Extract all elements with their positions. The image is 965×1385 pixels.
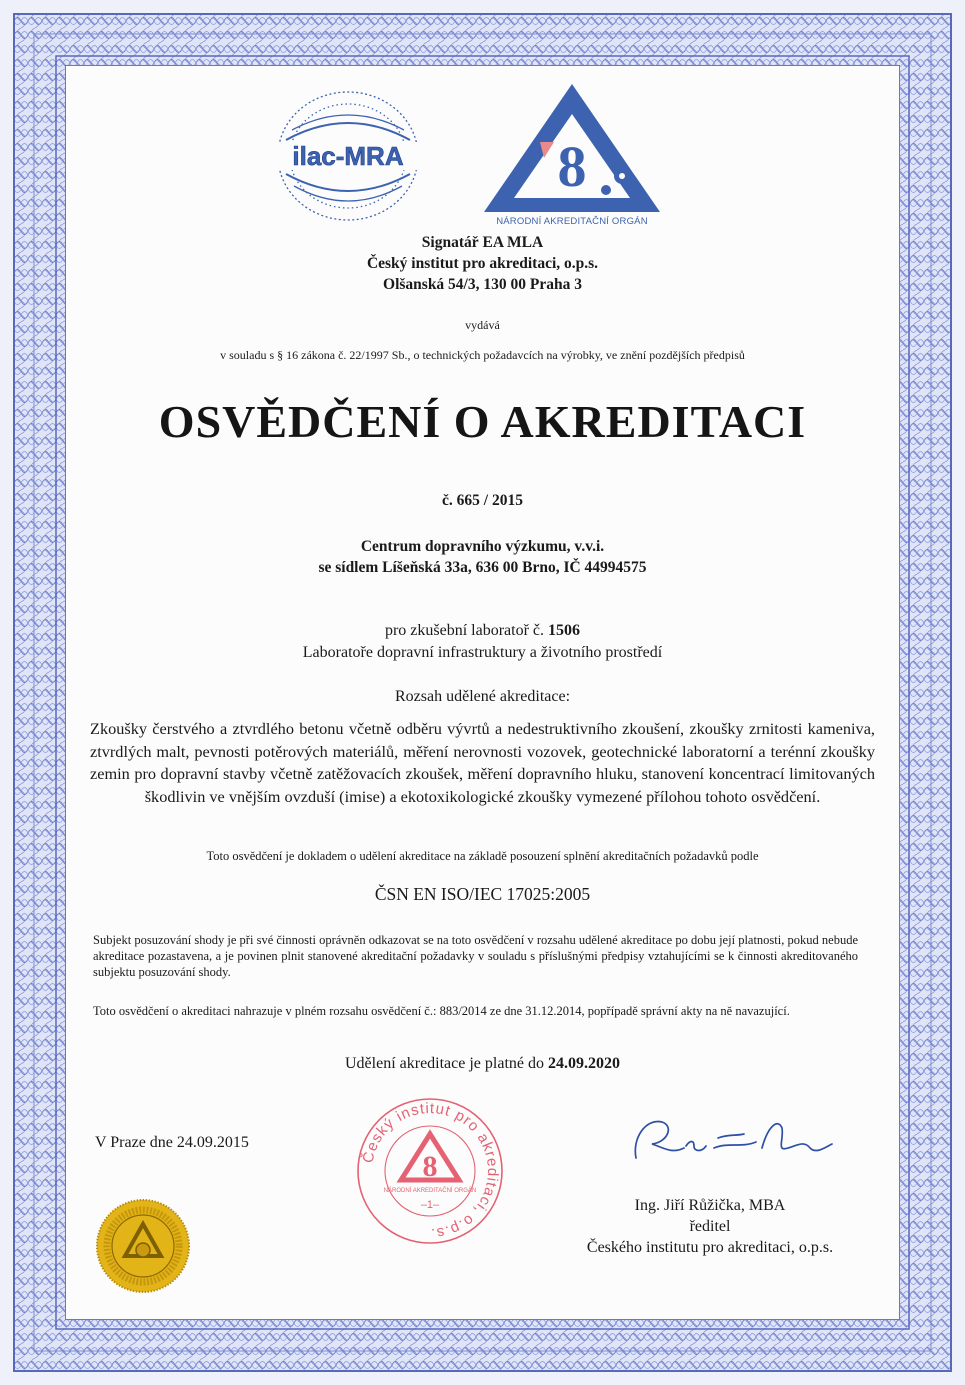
entitlement-paragraph: Subjekt posuzování shody je při své činnosti oprávněn odkazovat se na toto osvědčení v rozsahu udělené akreditace po dobu její platnosti, pokud nebude akreditace pozastavena, a je povinen plnit stanovené akreditační požadavky v souladu s příslušnými předpisy vztahujícími se k činnosti akreditovaného subjektu posuzování shody.	[93, 933, 858, 979]
validity-date: 24.09.2020	[548, 1055, 620, 1072]
scope-heading: Rozsah udělené akreditace:	[394, 688, 571, 705]
validity-line	[0, 1055, 965, 1073]
lab-prefix: pro zkušební laboratoř č.	[384, 622, 545, 639]
nao-logo	[480, 80, 665, 230]
ilac-mra-logo	[272, 86, 424, 226]
handwritten-signature	[628, 1108, 838, 1168]
lab-name: Laboratoře dopravní infrastruktury a životního prostředí	[302, 644, 663, 661]
issuer-line-2: Český institut pro akreditaci, o.p.s.	[366, 255, 599, 272]
scope-text: Zkoušky čerstvého a ztvrdlého betonu včetně odběru vývrtů a nedestruktivního zkoušení, zkoušky zrnitosti kameniva, ztvrdlých malt, pevnosti potěrových materiálů, měření nerovnosti vozovek, geotechnické laboratorní a terénní zkoušky zemin pro dopravní stavby včetně zatěžovacích zkoušek, měření dopravního hluku, stanovení koncentrací limitovaných škodlivin ve vnějším ovzduší (imise) a ekotoxikologické zkoušky vymezené přílohou tohoto osvědčení.	[90, 719, 875, 806]
place-and-date: V Praze dne 24.09.2015	[95, 1134, 249, 1151]
holder-name: Centrum dopravního výzkumu, v.v.i.	[360, 538, 605, 555]
official-stamp	[355, 1096, 505, 1246]
certificate-number: č. 665 / 2015	[442, 492, 523, 509]
lab-line	[0, 622, 965, 640]
gold-seal	[95, 1198, 191, 1294]
svg-text:8: 8	[557, 134, 587, 199]
signatory-org: Českého institutu pro akreditaci, o.p.s.	[586, 1239, 834, 1256]
validity-prefix: Udělení akreditace je platné do	[344, 1055, 544, 1072]
ilac-logo-text: ilac-MRA	[292, 141, 404, 171]
stamp-ring-text: Český institut pro akreditaci, o.p.s.	[359, 1099, 502, 1243]
stamp-inner-caption: NÁRODNÍ AKREDITAČNÍ ORGÁN	[383, 1188, 477, 1194]
basis-statement: Toto osvědčení je dokladem o udělení akreditace na základě posouzení splnění akreditačních požadavků podle	[206, 849, 759, 863]
nao-logo-caption: NÁRODNÍ AKREDITAČNÍ ORGÁN	[496, 216, 648, 227]
holder-address: se sídlem Líšeňská 33a, 636 00 Brno, IČ 44994575	[318, 559, 647, 576]
lab-number: 1506	[548, 622, 581, 639]
stamp-number: –1–	[420, 1199, 440, 1211]
issuer-line-1: Signatář EA MLA	[421, 234, 544, 251]
issuer-line-3: Olšanská 54/3, 130 00 Praha 3	[383, 276, 582, 293]
signatory-role: ředitel	[689, 1218, 731, 1235]
certificate-title: OSVĚDČENÍ O AKREDITACI	[158, 396, 807, 447]
legal-basis: v souladu s § 16 zákona č. 22/1997 Sb., o technických požadavcích na výrobky, ve znění pozdějších předpisů	[220, 348, 745, 362]
signatory-block	[560, 1195, 860, 1258]
issues-word: vydává	[465, 318, 500, 332]
svg-text:8: 8	[422, 1150, 438, 1183]
standard-reference: ČSN EN ISO/IEC 17025:2005	[374, 884, 591, 904]
replaces-paragraph: Toto osvědčení o akreditaci nahrazuje v plném rozsahu osvědčení č.: 883/2014 ze dne 31.12.2014, popřípadě správní akty na ně navazující.	[93, 1004, 790, 1018]
signatory-name: Ing. Jiří Růžička, MBA	[634, 1197, 786, 1214]
